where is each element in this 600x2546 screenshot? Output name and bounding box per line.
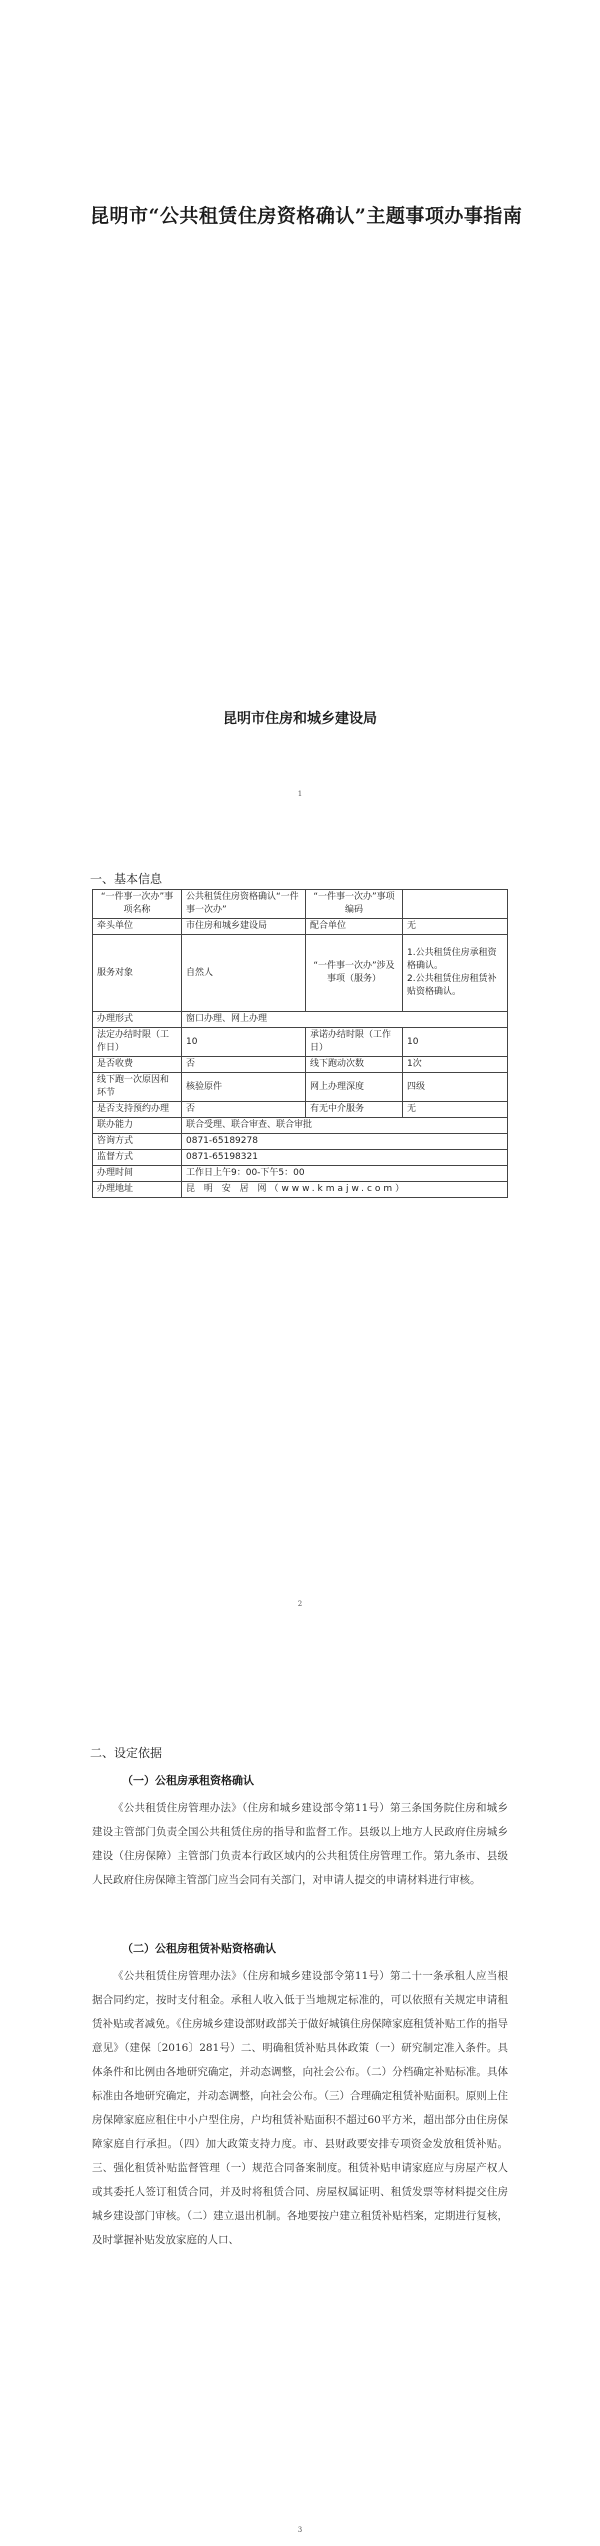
issuing-authority: 昆明市住房和城乡建设局 — [223, 711, 377, 727]
page-number: 2 — [297, 1600, 303, 1608]
cover-page — [0, 0, 600, 820]
section-heading-legal-basis: 二、设定依据 — [90, 1746, 163, 1760]
table-cell: 无 — [403, 919, 508, 935]
subheading-rental-subsidy: （二）公租房租赁补贴资格确认 — [122, 1942, 276, 1955]
table-cell: 自然人 — [182, 935, 306, 1012]
table-cell: “一件事一次办”事项编码 — [306, 890, 403, 919]
table-row — [93, 1028, 508, 1057]
table-cell: 线下跑一次原因和环节 — [93, 1073, 182, 1102]
table-cell: 是否收费 — [93, 1057, 182, 1073]
table-row — [93, 1057, 508, 1073]
paragraph-rental-subsidy: 《公共租赁住房管理办法》（住房和城乡建设部令第11号）第二十一条承租人应当根据合同约定，按时支付租金。承租人收入低于当地规定标准的，可以依照有关规定申请租赁补贴或者减免。《住房城乡建设部财政部关于做好城镇住房保障家庭租赁补贴工作的指导意见》（建保〔2016〕281号）二、明确租赁补贴具体政策（一）研究制定准入条件。具体条件和比例由各地研究确定，并动态调整，向社会公布。（二）分档确定补贴标准。具体标准由各地研究确定，并动态调整，向社会公布。（三）合理确定租赁补贴面积。原则上住房保障家庭应租住中小户型住房，户均租赁补贴面积不超过60平方米，超出部分由住房保障家庭自行承担。（四）加大政策支持力度。市、县财政要安排专项资金发放租赁补贴。三、强化租赁补贴监督管理（一）规范合同备案制度。租赁补贴申请家庭应与房屋产权人或其委托人签订租赁合同，并及时将租赁合同、房屋权属证明、租赁发票等材料提交住房城乡建设部门审核。（二）建立退出机制。各地要按户建立租赁补贴档案，定期进行复核，及时掌握补贴发放家庭的人口、 — [92, 1970, 508, 2246]
table-cell: 1次 — [403, 1057, 508, 1073]
table-row — [93, 1118, 508, 1134]
table-row — [93, 935, 508, 1012]
table-cell: 办理形式 — [93, 1012, 182, 1028]
table-cell: 四级 — [403, 1073, 508, 1102]
table-cell: 无 — [403, 1102, 508, 1118]
table-cell: 昆 明 安 居 网（www.kmajw.com） — [182, 1182, 508, 1198]
table-row — [93, 1102, 508, 1118]
table-cell: 联办能力 — [93, 1118, 182, 1134]
table-cell: 工作日上午9：00-下午5：00 — [182, 1166, 508, 1182]
table-cell: 0871-65189278 — [182, 1134, 508, 1150]
table-cell: “一件事一次办”事项名称 — [93, 890, 182, 919]
table-cell: 法定办结时限（工作日） — [93, 1028, 182, 1057]
table-cell: 市住房和城乡建设局 — [182, 919, 306, 935]
legal-basis-page — [0, 1700, 600, 2546]
table-cell: 窗口办理、网上办理 — [182, 1012, 508, 1028]
table-cell: 是否支持预约办理 — [93, 1102, 182, 1118]
table-cell: 监督方式 — [93, 1150, 182, 1166]
table-cell: 公共租赁住房资格确认“一件事一次办” — [182, 890, 306, 919]
table-cell: 办理时间 — [93, 1166, 182, 1182]
table-cell: 办理地址 — [93, 1182, 182, 1198]
table-cell: 联合受理、联合审查、联合审批 — [182, 1118, 508, 1134]
table-cell: 10 — [182, 1028, 306, 1057]
table-cell: 有无中介服务 — [306, 1102, 403, 1118]
table-row — [93, 919, 508, 935]
table-cell: 10 — [403, 1028, 508, 1057]
table-row — [93, 890, 508, 919]
table-cell: “一件事一次办”涉及事项（服务） — [306, 935, 403, 1012]
table-row — [93, 1150, 508, 1166]
table-row — [93, 1166, 508, 1182]
table-cell — [403, 890, 508, 919]
table-cell: 核验原件 — [182, 1073, 306, 1102]
section-heading-basic-info: 一、基本信息 — [90, 872, 163, 886]
table-row — [93, 1134, 508, 1150]
table-cell: 配合单位 — [306, 919, 403, 935]
table-cell: 服务对象 — [93, 935, 182, 1012]
subheading-rental-eligibility: （一）公租房承租资格确认 — [122, 1774, 254, 1787]
table-cell: 1.公共租赁住房承租资格确认。 2.公共租赁住房租赁补贴资格确认。 — [403, 935, 508, 1012]
table-cell: 否 — [182, 1102, 306, 1118]
page-number: 1 — [297, 790, 303, 798]
table-cell: 承诺办结时限（工作日） — [306, 1028, 403, 1057]
basic-info-page — [0, 860, 600, 1680]
table-cell: 牵头单位 — [93, 919, 182, 935]
table-row — [93, 1012, 508, 1028]
table-cell: 网上办理深度 — [306, 1073, 403, 1102]
basic-info-table — [92, 889, 508, 1198]
table-cell: 否 — [182, 1057, 306, 1073]
document-title: 昆明市“公共租赁住房资格确认”主题事项办事指南 — [90, 205, 523, 227]
page-number: 3 — [297, 2526, 303, 2534]
table-row — [93, 1182, 508, 1198]
table-cell: 咨询方式 — [93, 1134, 182, 1150]
table-cell: 线下跑动次数 — [306, 1057, 403, 1073]
paragraph-rental-eligibility: 《公共租赁住房管理办法》（住房和城乡建设部令第11号）第三条国务院住房和城乡建设主管部门负责全国公共租赁住房的指导和监督工作。县级以上地方人民政府住房城乡建设（住房保障）主管部门负责本行政区域内的公共租赁住房管理工作。第九条市、县级人民政府住房保障主管部门应当会同有关部门，对申请人提交的申请材料进行审核。 — [92, 1802, 508, 1886]
table-row — [93, 1073, 508, 1102]
table-cell: 0871-65198321 — [182, 1150, 508, 1166]
